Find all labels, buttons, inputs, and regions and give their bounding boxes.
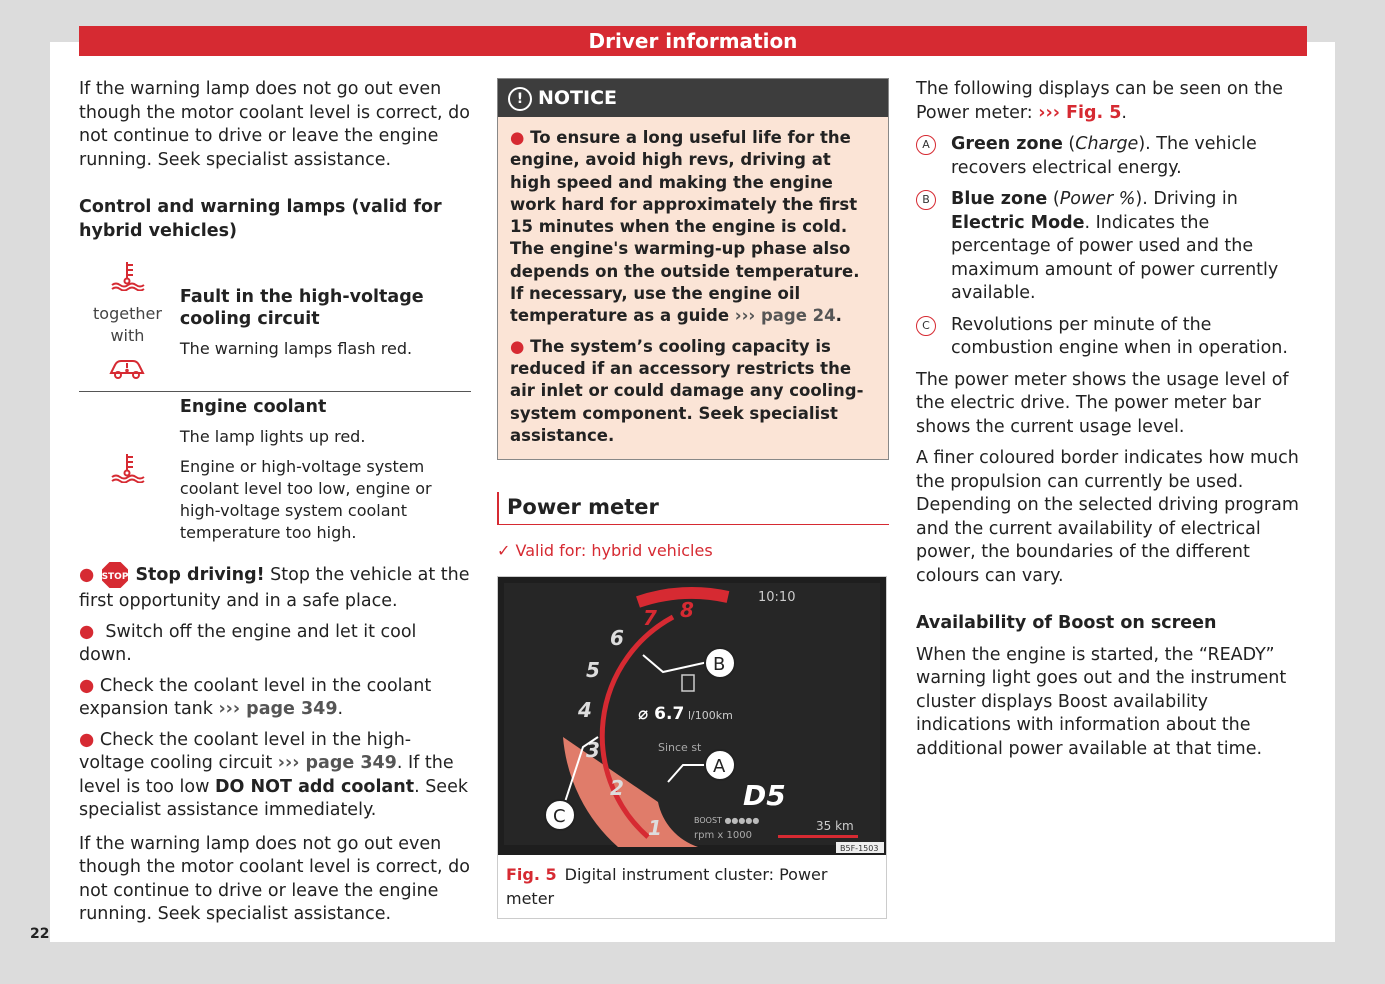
page-link[interactable]: ››› page 24 — [734, 306, 836, 326]
legend-italic: Charge — [1075, 134, 1139, 154]
lamp-title: Fault in the high-voltage cooling circuit — [179, 287, 424, 329]
section-heading-power-meter: Power meter — [497, 492, 889, 525]
subheading-boost: Availability of Boost on screen — [916, 613, 1217, 633]
legend-letter-c: C — [916, 316, 936, 336]
notice-text: To ensure a long useful life for the engine, avoid high revs, driving at high speed and making the engine work hard for approximately the first 15 minutes when the engine is cold. The engine's warming-up phase also depends on the outside temperature. If necessary, use the engine oil temperature as a guide — [510, 128, 860, 326]
do-not-add-bold: DO NOT add coolant — [215, 776, 415, 797]
legend-italic: Power % — [1059, 189, 1136, 209]
intro-text: The following displays can be seen on the Power meter: — [916, 79, 1283, 123]
subheading-control-lamps: Control and warning lamps (valid for hybrid vehicles) — [79, 197, 442, 241]
notice-header — [498, 79, 888, 117]
page-link[interactable]: ››› page 349 — [277, 753, 397, 773]
stop-sign-text: STOP — [101, 572, 129, 582]
bullet-text: Check the coolant level in the coolant expansion tank — [79, 675, 432, 719]
lamp-description: The lamp lights up red. — [179, 427, 366, 446]
page-number: 22 — [30, 926, 50, 942]
bullet-text: . If the level is too low — [79, 753, 454, 797]
bullet-text: Switch off the engine and let it cool down. — [79, 621, 417, 665]
figure-link[interactable]: ››› Fig. 5 — [1038, 102, 1122, 123]
figure-caption-text: Digital instrument cluster: Power meter — [506, 865, 828, 908]
notice-body — [498, 117, 888, 459]
legend-letter-b: B — [916, 190, 936, 210]
notice-text: The system’s cooling capacity is reduced if an accessory restricts the air inlet or could damage any cooling-system component. Seek specialist assistance. — [510, 336, 864, 445]
together-with-label: together with — [93, 304, 162, 345]
figure-caption — [498, 855, 886, 918]
rpm-mark: 5 — [586, 658, 600, 683]
stop-sign-icon — [100, 560, 130, 590]
legend-item-a: A Green zone (Charge). The vehicle recovers electrical energy. — [916, 133, 1308, 180]
legend-bold: Green zone — [951, 134, 1063, 154]
warning-lamp-table — [79, 255, 471, 548]
callout-b: B — [713, 654, 726, 676]
bullet-check-expansion-tank: ● Check the coolant level in the coolant expansion tank ››› page 349. — [79, 675, 432, 719]
legend-text: . The vehicle recovers electrical energy. — [951, 134, 1257, 178]
notice-title: NOTICE — [538, 87, 618, 109]
bullet-check-hv-circuit: ● Check the coolant level in the high-voltage cooling circuit ››› page 349. If the level is too low DO NOT add coolant. Seek specialist assistance immediately. — [79, 729, 468, 820]
column-middle — [497, 78, 889, 919]
consumption-value: ⌀ 6.7 — [638, 704, 685, 725]
figure-label: Fig. 5 — [506, 865, 557, 885]
page-header: Driver information — [79, 26, 1307, 56]
rpm-mark: 3 — [586, 738, 600, 763]
bullet-stop-driving — [79, 560, 471, 614]
column-left — [79, 78, 471, 935]
bullet-switch-off: ● Switch off the engine and let it cool down. — [79, 621, 417, 665]
consumption-unit: l/100km — [688, 709, 733, 723]
bullet-text: . Seek specialist assistance immediately. — [79, 776, 468, 820]
boost-indicator: BOOST ●●●●● — [694, 816, 760, 826]
stop-driving-bold: Stop driving! — [135, 565, 265, 585]
notice-box — [497, 78, 889, 460]
exclamation-icon: ! — [508, 87, 532, 111]
lamp-row-high-voltage — [79, 255, 471, 392]
bullet-text: Stop the vehicle at the first opportunity and in a safe place. — [79, 565, 470, 611]
hybrid-car-warning-icon — [107, 353, 147, 381]
outro-paragraph: If the warning lamp does not go out even though the motor coolant level is correct, do not continue to drive or leave the engine running. Seek specialist assistance. — [79, 833, 470, 924]
rpm-mark: 8 — [680, 598, 694, 623]
page-link[interactable]: ››› page 349 — [218, 699, 338, 719]
notice-item: ● The system’s cooling capacity is reduced if an accessory restricts the air inlet or could damage any cooling-system component. Seek specialist assistance. — [510, 336, 864, 445]
legend-text: Revolutions per minute of the combustion engine when in operation. — [951, 314, 1288, 358]
paragraph-border: A finer coloured border indicates how much the propulsion can currently be used. Depending on the selected driving program and the current availability of electrical power, the boundaries of the different colours can vary. — [916, 448, 1299, 586]
lamp-title: Engine coolant — [179, 397, 327, 417]
lamp-text-cell — [176, 255, 471, 392]
legend-bold: Electric Mode — [951, 212, 1085, 233]
legend-text: . Indicates the percentage of power used and the maximum amount of power currently available. — [951, 212, 1279, 303]
bullet-dot: ● — [79, 565, 95, 585]
legend-letter-a: A — [916, 135, 936, 155]
intro-paragraph: The following displays can be seen on the Power meter: ››› Fig. 5. — [916, 79, 1283, 123]
lamp-text-cell — [176, 392, 471, 549]
coolant-temperature-icon — [109, 259, 145, 291]
notice-item: ● To ensure a long useful life for the engine, avoid high revs, driving at high speed and making the engine work hard for approximately the first 15 minutes when the engine is cold. The engine's warming-up phase also depends on the outside temperature. If necessary, use the engine oil temperature as a guide ››› page 24. — [510, 128, 860, 326]
lamp-description: The warning lamps flash red. — [179, 339, 413, 358]
legend-bold: Blue zone — [951, 189, 1048, 209]
valid-for-note: ✓ Valid for: hybrid vehicles — [497, 540, 713, 560]
rpm-label: rpm x 1000 — [694, 830, 752, 842]
intro-paragraph: If the warning lamp does not go out even though the motor coolant level is correct, do not continue to drive or leave the engine running. Seek specialist assistance. — [79, 79, 470, 170]
since-start-label: Since st — [658, 741, 702, 755]
paragraph-boost: When the engine is started, the “READY” warning light goes out and the instrument cluster displays Boost availability indications with information about the additional power available at that time. — [916, 644, 1287, 759]
legend-item-c — [916, 314, 1308, 361]
rpm-mark: 7 — [643, 606, 657, 631]
bullet-text: Check the coolant level in the high-voltage cooling circuit — [79, 729, 412, 773]
legend-text: . Driving in — [1142, 189, 1238, 209]
column-right — [916, 78, 1308, 769]
range-value: 35 km — [816, 819, 854, 834]
figure-box — [497, 576, 887, 919]
coolant-temperature-icon — [109, 451, 145, 483]
lamp-icon-cell — [79, 255, 176, 392]
legend-item-b: B Blue zone (Power %). Driving in Electric Mode. Indicates the percentage of power used and the maximum amount of power currently available. — [916, 188, 1308, 306]
instrument-cluster-image — [498, 577, 886, 855]
lamp-row-engine-coolant — [79, 392, 471, 549]
gear-indicator: D5 — [743, 779, 786, 813]
rpm-mark: 4 — [578, 698, 592, 723]
lamp-description-detail: Engine or high-voltage system coolant level too low, engine or high-voltage system coolant temperature too high. — [179, 457, 432, 542]
rpm-mark: 1 — [648, 816, 662, 841]
lamp-icon-cell — [79, 392, 176, 549]
figure-code: B5F-1503 — [840, 844, 879, 854]
rpm-mark: 2 — [610, 776, 624, 801]
clock-time: 10:10 — [758, 590, 796, 606]
paragraph-usage: The power meter shows the usage level of the electric drive. The power meter bar shows the current usage level. — [916, 369, 1289, 437]
callout-a: A — [713, 756, 726, 778]
callout-c: C — [553, 806, 566, 828]
rpm-mark: 6 — [610, 626, 624, 651]
